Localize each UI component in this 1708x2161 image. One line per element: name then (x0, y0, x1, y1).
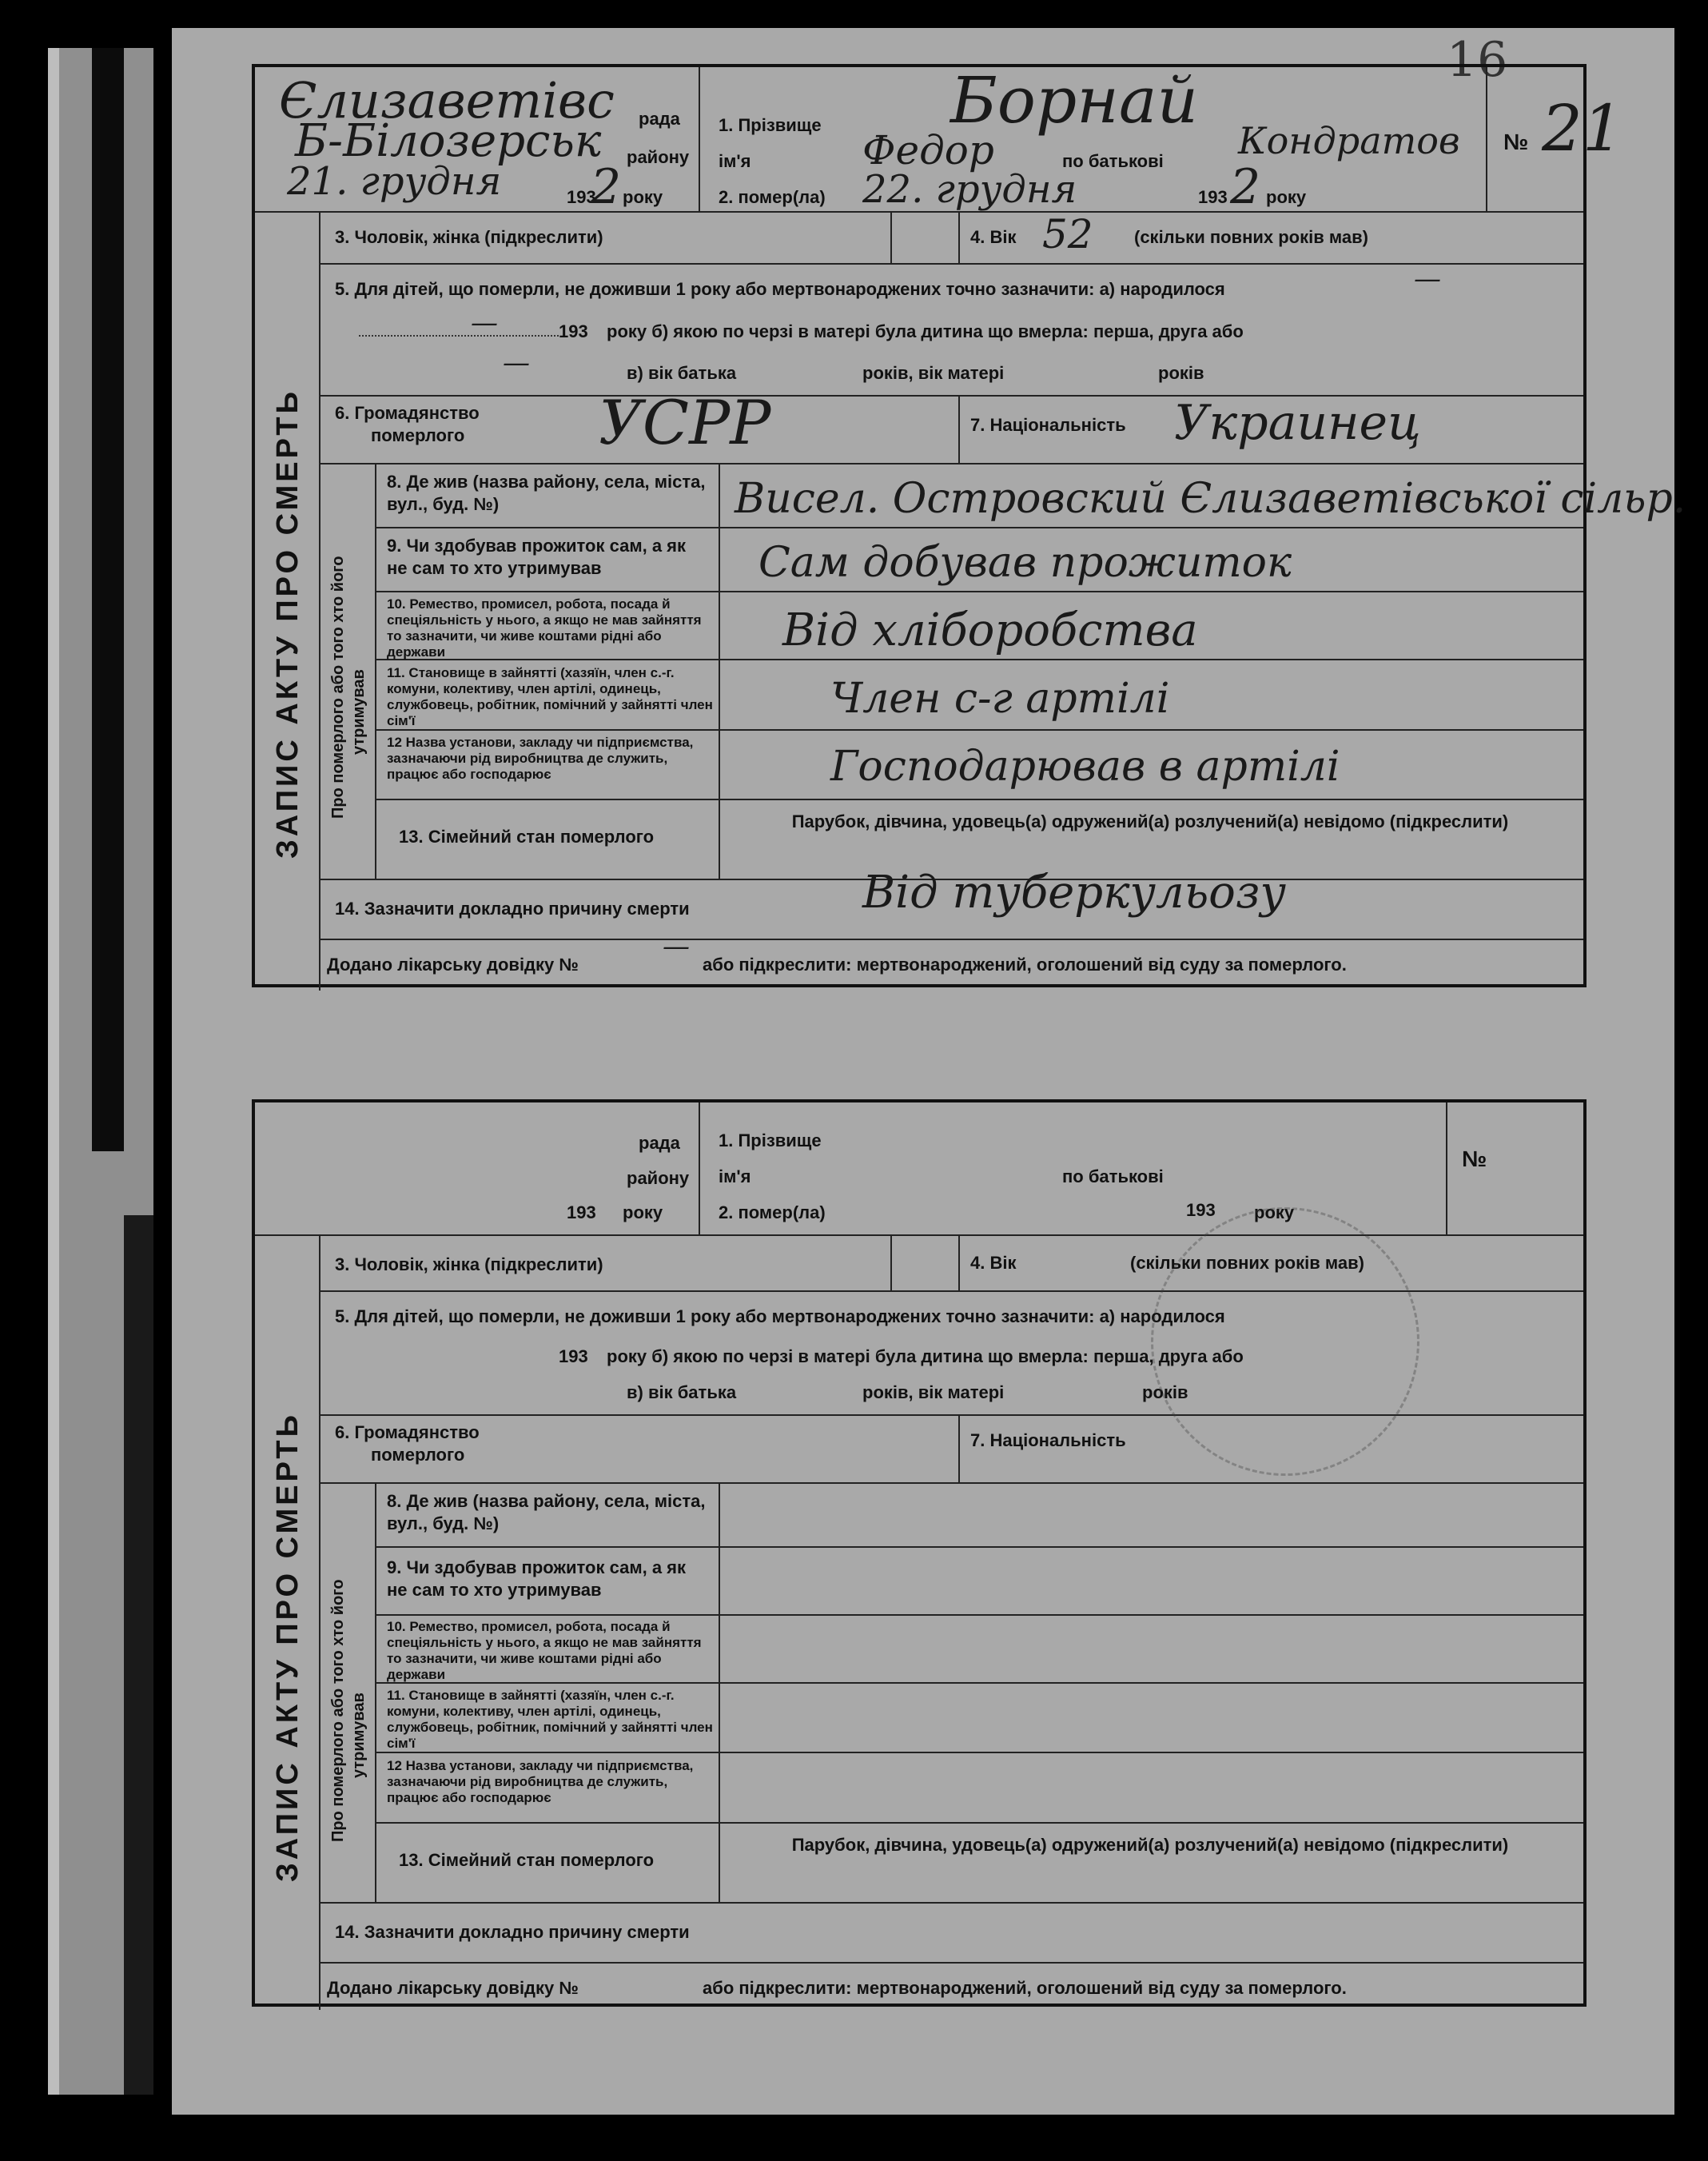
header-row-2 (255, 1102, 1583, 1236)
citizenship-label-b: 6. Громадянство (335, 1422, 480, 1442)
q12-label-b: 12 Назва установи, закладу чи підприємства, зазначаючи рід виробництва де служить, працює або господарює (387, 1758, 694, 1805)
handwritten-q8: Висел. Островский Єлизаветівської сільр. (735, 475, 1686, 523)
death-year-prefix-2: 193 (1186, 1200, 1216, 1220)
side-subtitle-1-b: Про померлого або того хто його (329, 1579, 347, 1842)
sex-label-2: 3. Чоловік, жінка (підкреслити) (335, 1254, 603, 1274)
death-roku-label: року (1266, 187, 1307, 207)
q13-options-b: Парубок, дівчина, удовець(а) одружений(а) розлучений(а) невідомо (підкреслити) (791, 1835, 1509, 1855)
handwritten-q11: Член с-г артілі (830, 675, 1170, 723)
handwritten-death-date: 22. грудня (862, 167, 1077, 212)
surname-label: 1. Прізвище (719, 115, 822, 135)
handwritten-q9: Сам добував прожиток (758, 539, 1292, 587)
father-age-label: в) вік батька (627, 363, 737, 383)
age-label: 4. Вік (970, 227, 1017, 247)
handwritten-rada: Єлизаветівс (279, 71, 615, 130)
death-roku-label-2: року (1254, 1202, 1295, 1222)
q10-label: 10. Ремество, промисел, робота, посада й спеціяльність у нього, а якщо не мав зайняття то зазначити, чи живе коштами рідні або держави (387, 596, 702, 660)
side-subtitle-2-b: утримував (350, 1693, 368, 1778)
number-label: № (1503, 130, 1529, 154)
q13-label: 13. Сімейний стан померлого (399, 827, 655, 847)
book-binding (48, 48, 153, 2095)
side-subtitle-2: утримував (350, 669, 368, 755)
mother-age-label-b: років, вік матері (862, 1382, 1005, 1402)
dash-4: — (663, 931, 690, 963)
handwritten-year: 2 (591, 159, 622, 215)
nationality-label: 7. Національність (970, 415, 1126, 435)
death-record-form-2 (252, 1099, 1587, 2007)
raionu-label-2: району (627, 1168, 690, 1188)
roky-label: років (1158, 363, 1204, 383)
roku-label-2: року (623, 1202, 663, 1222)
sex-label: 3. Чоловік, жінка (підкреслити) (335, 227, 603, 247)
q14-label-b: 14. Зазначити докладно причину смерти (335, 1922, 690, 1942)
page-number: 16 (1447, 32, 1508, 88)
handwritten-name: Федор (862, 127, 994, 173)
handwritten-nationality: Украинец (1174, 395, 1421, 451)
died-label: 2. помер(ла) (719, 187, 826, 207)
roku-label: року (623, 187, 663, 207)
mother-age-label: років, вік матері (862, 363, 1005, 383)
patronymic-label: по батькові (1062, 151, 1164, 171)
q10-label-b: 10. Ремество, промисел, робота, посада й спеціяльність у нього, а якщо не мав зайняття то зазначити, чи живе коштами рідні або держави (387, 1619, 702, 1682)
q8-label-b: 8. Де жив (назва району, села, міста, вул., буд. №) (387, 1491, 706, 1533)
citizenship-label: 6. Громадянство (335, 403, 480, 423)
citizenship-label-2: померлого (371, 425, 465, 445)
father-age-label-b: в) вік батька (627, 1382, 737, 1402)
bottom-label-2: або підкреслити: мертвонароджений, оголошений від суду за померлого. (703, 955, 1347, 975)
dash-3: — (503, 347, 530, 379)
q9-label: 9. Чи здобував прожиток сам, а як не сам то хто утримував (387, 536, 687, 578)
citizenship-label-2-b: померлого (371, 1445, 465, 1465)
children-year-prefix: 193 (559, 321, 588, 341)
name-label-2: ім'я (719, 1166, 751, 1186)
nationality-label-b: 7. Національність (970, 1430, 1126, 1450)
death-year-prefix: 193 (1198, 187, 1228, 207)
handwritten-death-year: 2 (1230, 159, 1261, 215)
age-suffix-2: (скільки повних років мав) (1130, 1253, 1364, 1273)
rada-label: рада (639, 109, 680, 129)
death-record-form-1 (252, 63, 1686, 987)
dash-2: — (1414, 263, 1441, 295)
age-label-2: 4. Вік (970, 1253, 1017, 1273)
surname-label-2: 1. Прізвище (719, 1130, 822, 1150)
q11-label-b: 11. Становище в зайнятті (хазяїн, член с.-г. комуни, колективу, член артілі, одинець, службовець, робітник, помічний у зайнятті член сім'ї (387, 1688, 713, 1751)
handwritten-q14: Від туберкульозу (862, 867, 1286, 919)
children-line-1-b: 5. Для дітей, що померли, не доживши 1 року або мертвонароджених точно зазначити: а) народилося (335, 1306, 1225, 1326)
binding-edge (48, 48, 59, 2095)
q14-label: 14. Зазначити докладно причину смерти (335, 899, 690, 919)
bottom-label: Додано лікарську довідку № (327, 955, 579, 975)
faded-stamp (1151, 1207, 1419, 1476)
side-title-2: ЗАПИС АКТУ ПРО СМЕРТЬ (271, 1412, 305, 1882)
handwritten-patronymic: Кондратов (1238, 119, 1460, 162)
q13-options: Парубок, дівчина, удовець(а) одружений(а) розлучений(а) невідомо (підкреслити) (791, 811, 1509, 831)
handwritten-age: 52 (1042, 211, 1093, 257)
number-label-2: № (1462, 1146, 1487, 1171)
q9-label-b: 9. Чи здобував прожиток сам, а як не сам то хто утримував (387, 1557, 687, 1600)
children-line-1: 5. Для дітей, що померли, не доживши 1 року або мертвонароджених точно зазначити: а) народилося (335, 279, 1225, 299)
q8-label: 8. Де жив (назва району, села, міста, вул., буд. №) (387, 472, 706, 514)
binding-strip-top (92, 48, 124, 1151)
rada-label-2: рада (639, 1133, 680, 1153)
children-line-2: року б) якою по черзі в матері була дитина що вмерла: перша, друга або (607, 321, 1244, 341)
handwritten-q10: Від хліборобства (782, 604, 1198, 656)
dash-1: — (471, 307, 498, 339)
children-line-2-b: року б) якою по черзі в матері була дитина що вмерла: перша, друга або (607, 1346, 1244, 1366)
handwritten-q12: Господарював в артілі (830, 743, 1340, 791)
children-year-prefix-b: 193 (559, 1346, 588, 1366)
handwritten-date: 21. грудня (287, 159, 502, 204)
handwritten-record-number: 21 (1542, 91, 1623, 165)
q13-label-b: 13. Сімейний стан померлого (399, 1850, 655, 1870)
died-label-2: 2. помер(ла) (719, 1202, 826, 1222)
bottom-label-2-b: або підкреслити: мертвонароджений, оголошений від суду за померлого. (703, 1978, 1347, 1998)
roky-label-b: років (1142, 1382, 1188, 1402)
patronymic-label-2: по батькові (1062, 1166, 1164, 1186)
handwritten-citizenship: УСРР (599, 387, 771, 458)
side-title: ЗАПИС АКТУ ПРО СМЕРТЬ (271, 389, 305, 859)
side-subtitle-1: Про померлого або того хто його (329, 556, 347, 819)
q12-label: 12 Назва установи, закладу чи підприємства, зазначаючи рід виробництва де служить, працює або господарює (387, 735, 694, 782)
handwritten-surname: Борнай (950, 63, 1199, 138)
binding-strip-bottom (124, 1215, 153, 2095)
name-label: ім'я (719, 151, 751, 171)
year-prefix-2: 193 (567, 1202, 596, 1222)
year-prefix: 193 (567, 187, 596, 207)
age-suffix: (скільки повних років мав) (1134, 227, 1368, 247)
bottom-label-b: Додано лікарську довідку № (327, 1978, 579, 1998)
handwritten-raion: Б-Білозерськ (295, 115, 602, 167)
q11-label: 11. Становище в зайнятті (хазяїн, член с.-г. комуни, колективу, член артілі, одинець, службовець, робітник, помічний у зайнятті член сім'ї (387, 665, 713, 728)
raionu-label: району (627, 147, 690, 167)
